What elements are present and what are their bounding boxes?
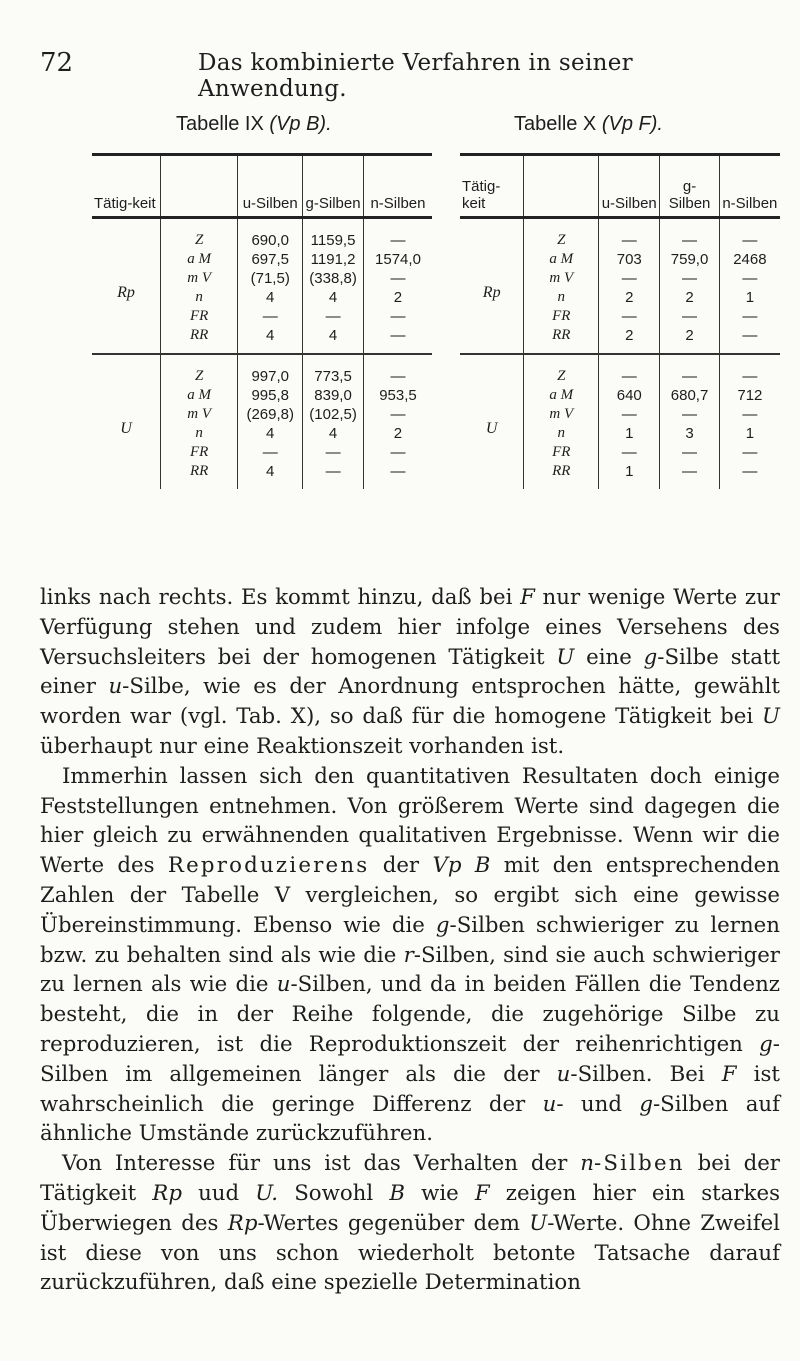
cell-g-silben: 3 [660, 424, 719, 443]
measure-label: n [161, 288, 238, 307]
italic-term: Rp [152, 1180, 182, 1206]
measure-label: n [524, 424, 599, 443]
cell-n-silben: — [719, 326, 780, 354]
text-run: -Silbe statt einer [40, 644, 781, 700]
spaced-term: -Silben [593, 1151, 685, 1177]
cell-n-silben: 1574,0 [363, 250, 432, 269]
group-label: Rp [460, 218, 524, 355]
column-header [524, 155, 599, 218]
page-header [40, 48, 780, 102]
cell-n-silben: 2 [363, 424, 432, 443]
spaced-term: Reproduzierens [167, 853, 370, 879]
text-run: zeigen hier ein starkes Überwiegen des [40, 1180, 780, 1236]
cell-n-silben: — [363, 326, 432, 354]
cell-g-silben: 839,0 [303, 386, 364, 405]
table-10-caption [514, 113, 663, 136]
text-run: - und [556, 1091, 640, 1117]
cell-u-silben: 995,8 [238, 386, 303, 405]
cell-g-silben: 4 [303, 424, 364, 443]
table-9-caption-label: Tabelle IX [176, 113, 264, 135]
page-number: 72 [40, 48, 74, 78]
cell-n-silben: — [719, 462, 780, 489]
cell-g-silben: 1159,5 [303, 218, 364, 251]
italic-term: F [520, 585, 535, 610]
cell-u-silben: (71,5) [238, 269, 303, 288]
text-run: wie [404, 1180, 475, 1206]
italic-term: Rp [227, 1210, 258, 1236]
italic-term: U [529, 1210, 548, 1236]
body-text [40, 583, 780, 1298]
italic-term: u [108, 674, 123, 700]
text-run: -Silben, und da in beiden Fällen die Tendenz besteht, die in der Reihe folgende, die zugehörige Silbe zu reproduzieren, ist die Reproduktionszeit der reihenrichtigen [40, 972, 780, 1057]
paragraph [40, 583, 780, 762]
measure-label: a M [524, 250, 599, 269]
text-run: -Silben auf ähnliche Umstände zurückzuführen. [40, 1091, 780, 1147]
cell-g-silben: (338,8) [303, 269, 364, 288]
cell-g-silben: — [660, 307, 719, 326]
measure-label: Z [524, 218, 599, 251]
column-header: u-Silben [599, 155, 660, 218]
cell-g-silben: 4 [303, 326, 364, 354]
measure-label: m V [524, 405, 599, 424]
cell-u-silben: 4 [238, 462, 303, 489]
table-9-caption [176, 113, 332, 136]
cell-n-silben: 1 [719, 424, 780, 443]
measure-label: FR [161, 307, 238, 326]
cell-n-silben: — [363, 405, 432, 424]
text-run: eine [574, 644, 644, 670]
table-10-caption-tag: (Vp F). [601, 113, 663, 135]
cell-n-silben: — [719, 405, 780, 424]
column-header [161, 155, 238, 218]
measure-label: n [524, 288, 599, 307]
italic-term: g [639, 1091, 653, 1117]
cell-g-silben: — [660, 354, 719, 386]
column-header: n-Silben [719, 155, 780, 218]
measure-label: Z [161, 354, 238, 386]
italic-term: g [759, 1031, 773, 1057]
italic-term: F [474, 1180, 490, 1206]
italic-term: u [542, 1091, 557, 1117]
cell-g-silben: 773,5 [303, 354, 364, 386]
measure-label: FR [524, 443, 599, 462]
italic-term: g [643, 644, 658, 670]
cell-u-silben: — [599, 405, 660, 424]
cell-g-silben: 2 [660, 288, 719, 307]
italic-term: r [403, 942, 414, 968]
text-run: ist wahrscheinlich die geringe Differenz der [40, 1061, 780, 1117]
paragraph [40, 762, 780, 1149]
cell-u-silben: — [238, 307, 303, 326]
measure-label: n [161, 424, 238, 443]
cell-g-silben: — [660, 405, 719, 424]
cell-n-silben: — [363, 443, 432, 462]
cell-n-silben: — [719, 269, 780, 288]
cell-u-silben: 640 [599, 386, 660, 405]
italic-term: U [762, 704, 780, 730]
column-header: g-Silben [303, 155, 364, 218]
table-row [460, 354, 780, 386]
cell-n-silben: — [719, 443, 780, 462]
cell-n-silben: — [363, 269, 432, 288]
column-header: g-Silben [660, 155, 719, 218]
table-row [92, 354, 432, 386]
cell-g-silben: — [303, 443, 364, 462]
measure-label: m V [524, 269, 599, 288]
cell-n-silben: 1 [719, 288, 780, 307]
cell-n-silben: — [363, 307, 432, 326]
cell-n-silben: — [363, 462, 432, 489]
cell-g-silben: 1191,2 [303, 250, 364, 269]
group-label: Rp [92, 218, 161, 355]
group-label: U [485, 419, 498, 437]
text-run: -Silbe, wie es der Anordnung entsprochen hätte, gewählt worden war (vgl. Tab. X), so daß für die homogene Tätigkeit bei [40, 674, 780, 730]
text-run: mit den entsprechenden Zahlen der Tabelle V vergleichen, so ergibt sich eine gewisse Übereinstimmung. Ebenso wie die [40, 853, 781, 938]
column-header: Tätig-keit [92, 155, 161, 218]
cell-g-silben: — [660, 443, 719, 462]
italic-term: F [721, 1061, 737, 1087]
cell-g-silben: — [303, 307, 364, 326]
cell-n-silben: — [363, 218, 432, 251]
italic-term: U. [255, 1180, 279, 1206]
text-run: Immerhin lassen sich den quantitativen Resultaten doch einige Feststellungen entnehmen. Von größerem Werte sind dagegen die hier gleich zu erwähnenden qualitativen Ergebnisse. Wenn wir die Werte des [40, 763, 780, 879]
measure-label: a M [161, 386, 238, 405]
cell-n-silben: — [719, 307, 780, 326]
measure-label: FR [524, 307, 599, 326]
measure-label: a M [161, 250, 238, 269]
cell-u-silben: 1 [599, 424, 660, 443]
italic-term: Vp B [432, 853, 491, 879]
cell-u-silben: — [599, 218, 660, 251]
table-9-caption-tag: (Vp B). [269, 113, 332, 135]
text-run: der [369, 853, 433, 879]
italic-term: U [556, 644, 575, 670]
measure-label: RR [524, 326, 599, 354]
text-run: -Silben, sind sie auch schwieriger zu lernen als wie die [40, 942, 780, 998]
cell-u-silben: 2 [599, 288, 660, 307]
cell-u-silben: 690,0 [238, 218, 303, 251]
measure-label: RR [161, 326, 238, 354]
text-run: Von Interesse für uns ist das Verhalten der [62, 1151, 581, 1177]
column-header: n-Silben [363, 155, 432, 218]
cell-g-silben: 4 [303, 288, 364, 307]
cell-u-silben: 1 [599, 462, 660, 489]
cell-n-silben: — [363, 354, 432, 386]
cell-u-silben: — [599, 307, 660, 326]
measure-label: RR [524, 462, 599, 489]
italic-term: g [435, 912, 450, 938]
cell-n-silben: 2468 [719, 250, 780, 269]
cell-g-silben: — [660, 462, 719, 489]
measure-label: m V [161, 405, 238, 424]
cell-u-silben: 4 [238, 288, 303, 307]
cell-g-silben: — [660, 218, 719, 251]
text-run: -Silben schwieriger zu lernen bzw. zu behalten sind als wie die [40, 912, 780, 968]
measure-label: RR [161, 462, 238, 489]
cell-u-silben: 2 [599, 326, 660, 354]
text-run: links nach rechts. Es kommt hinzu, daß bei [40, 585, 521, 610]
text-run: bei der Tätigkeit [40, 1151, 780, 1206]
cell-n-silben: — [719, 218, 780, 251]
italic-term: n [580, 1151, 594, 1177]
measure-label: m V [161, 269, 238, 288]
cell-g-silben: 680,7 [660, 386, 719, 405]
cell-u-silben: (269,8) [238, 405, 303, 424]
measure-label: a M [524, 386, 599, 405]
running-head: Das kombinierte Verfahren in seiner Anwendung. [198, 50, 633, 102]
cell-n-silben: 953,5 [363, 386, 432, 405]
column-header: u-Silben [238, 155, 303, 218]
italic-term: u [556, 1061, 571, 1087]
text-run: uud [181, 1180, 256, 1206]
cell-u-silben: — [599, 443, 660, 462]
italic-term: u [276, 972, 291, 998]
measure-label: Z [161, 218, 238, 251]
cell-u-silben: — [599, 269, 660, 288]
cell-n-silben: — [719, 354, 780, 386]
text-run: Sowohl [278, 1180, 390, 1206]
cell-u-silben: 703 [599, 250, 660, 269]
text-run: -Werte. Ohne Zweifel ist diese von uns schon wiederholt betonte Tatsache darauf zurückzuführen, daß eine spezielle Determination [40, 1210, 780, 1296]
measure-label: Z [524, 354, 599, 386]
text-run: -Silben. Bei [570, 1061, 722, 1087]
text-run: -Wertes gegenüber dem [257, 1210, 530, 1236]
cell-u-silben: — [238, 443, 303, 462]
cell-u-silben: 697,5 [238, 250, 303, 269]
table-10 [460, 153, 780, 489]
table-row [92, 218, 432, 251]
group-label: U [120, 419, 132, 437]
table-10-caption-label: Tabelle X [514, 113, 597, 135]
cell-u-silben: 4 [238, 424, 303, 443]
table-9 [92, 153, 432, 489]
cell-g-silben: 2 [660, 326, 719, 354]
cell-n-silben: 712 [719, 386, 780, 405]
text-run: überhaupt nur eine Reaktionszeit vorhanden ist. [40, 733, 565, 759]
text-run: -Silben im allgemeinen länger als die der [40, 1031, 780, 1087]
cell-g-silben: 759,0 [660, 250, 719, 269]
cell-u-silben: — [599, 354, 660, 386]
italic-term: B [389, 1180, 405, 1206]
cell-u-silben: 997,0 [238, 354, 303, 386]
column-header: Tätig-keit [460, 155, 524, 218]
cell-g-silben: — [303, 462, 364, 489]
paragraph [40, 1149, 780, 1298]
table-row [460, 218, 780, 251]
measure-label: FR [161, 443, 238, 462]
cell-u-silben: 4 [238, 326, 303, 354]
cell-g-silben: — [660, 269, 719, 288]
cell-g-silben: (102,5) [303, 405, 364, 424]
cell-n-silben: 2 [363, 288, 432, 307]
text-run: nur wenige Werte zur Verfügung stehen und zudem hier infolge eines Versehens des Versuchsleiters bei der homogenen Tätigkeit [40, 585, 780, 670]
